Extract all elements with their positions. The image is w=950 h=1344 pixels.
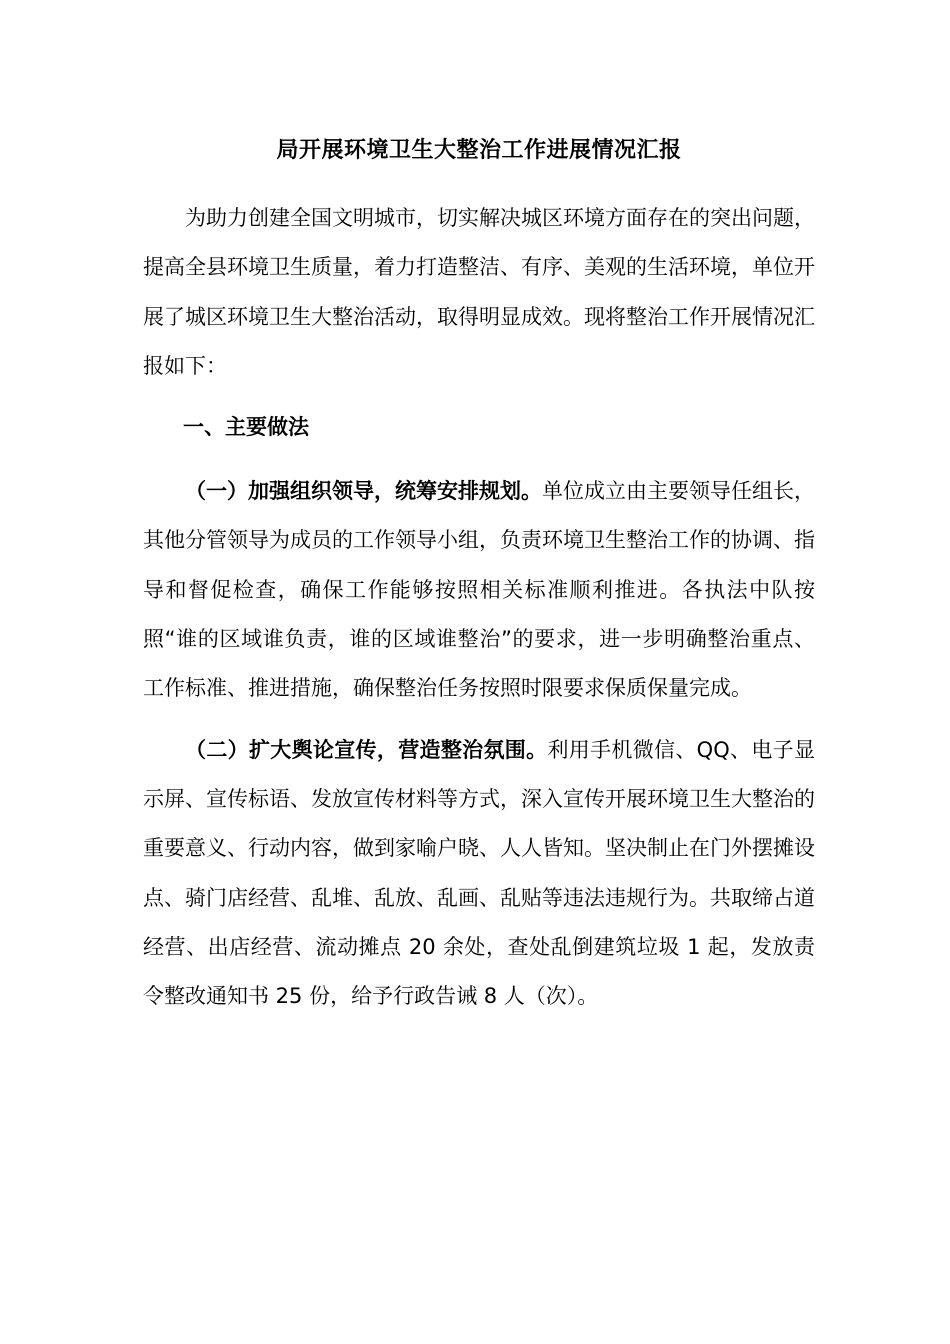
- item-2-text: 利用手机微信、QQ、电子显示屏、宣传标语、发放宣传材料等方式，深入宣传开展环境卫生大整治的重要意义、行动内容，做到家喻户晓、人人皆知。坚决制止在门外摆摊设点、骑门店经营、乱堆、乱放、乱画、乱贴等违法违规行为。共取缔占道经营、出店经营、流动摊点 20 余处，查处乱倒建筑垃圾 1 起，发放责令整改通知书 25 份，给予行政告诫 8 人（次）。: [143, 737, 816, 1009]
- document-body: [143, 128, 815, 1021]
- item-2-paragraph: [143, 726, 815, 1022]
- item-1-paragraph: [143, 467, 815, 713]
- item-2-lead: （二）扩大舆论宣传，营造整治氛围。: [185, 737, 548, 762]
- document-title: 局开展环境卫生大整治工作进展情况汇报: [276, 138, 682, 163]
- item-1-text: 单位成立由主要领导任组长，其他分管领导为成员的工作领导小组，负责环境卫生整治工作的协调、指导和督促检查，确保工作能够按照相关标准顺利推进。各执法中队按照“谁的区域谁负责，谁的区域谁整治”的要求，进一步明确整治重点、工作标准、推进措施，确保整治任务按照时限要求保质保量完成。: [143, 479, 815, 701]
- item-1-lead: （一）加强组织领导，统筹安排规划。: [185, 479, 542, 504]
- intro-paragraph: 为助力创建全国文明城市，切实解决城区环境方面存在的突出问题，提高全县环境卫生质量，着力打造整洁、有序、美观的生活环境，单位开展了城区环境卫生大整治活动，取得明显成效。现将整治工作开展情况汇报如下：: [143, 206, 815, 378]
- section-heading: 一、主要做法: [183, 415, 309, 440]
